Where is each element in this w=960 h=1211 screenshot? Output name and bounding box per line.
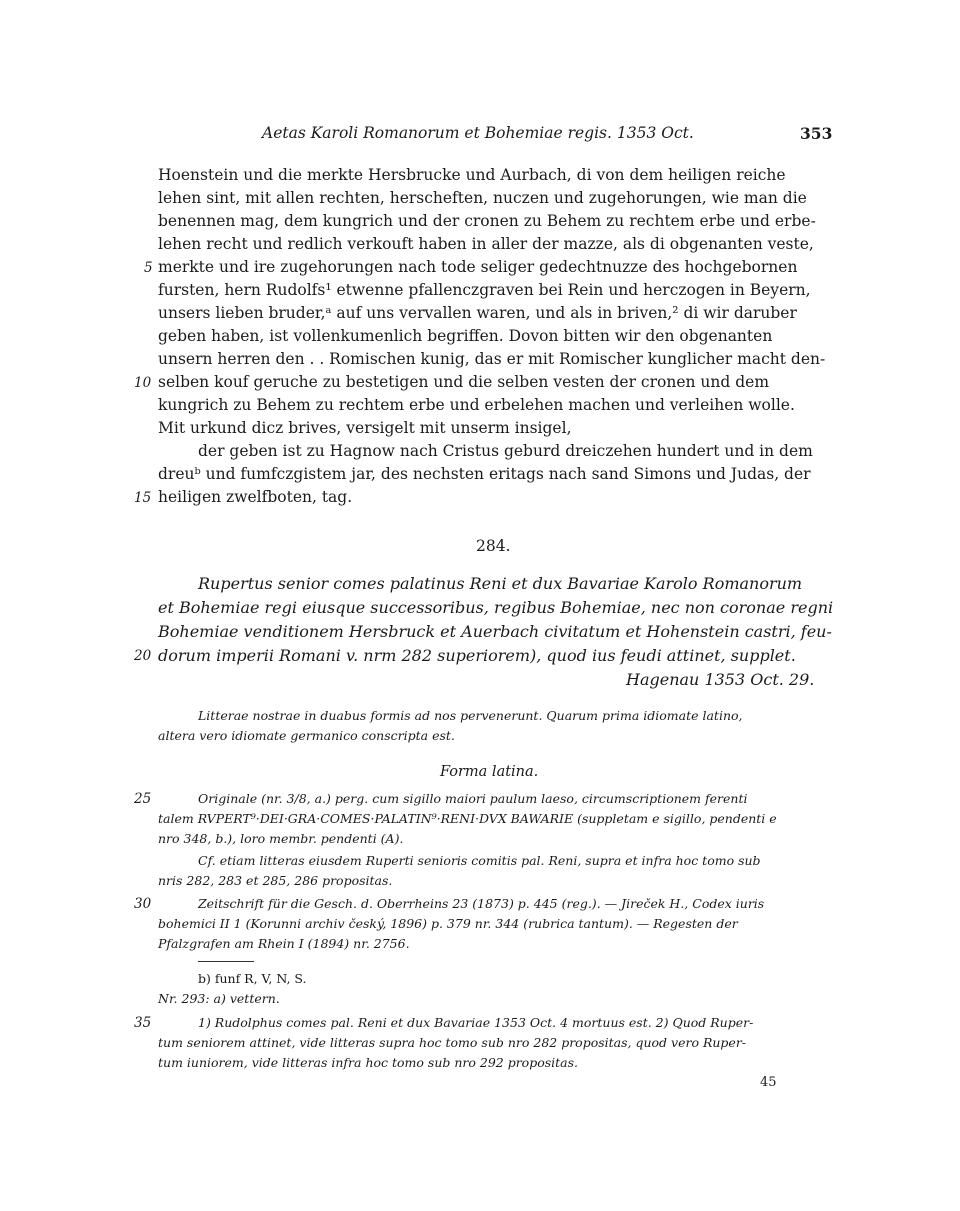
intro-line: altera vero idiomate germanico conscripta est.	[158, 728, 455, 743]
body-line: lehen recht und redlich verkouft haben in aller der mazze, als di obgenanten veste,	[158, 235, 814, 253]
source-line: Originale (nr. 3/8, a.) perg. cum sigillo maiori paulum laeso, circumscriptionem ferenti	[198, 791, 748, 806]
variant-note: Nr. 293: a) vettern.	[158, 991, 280, 1006]
line-number: 10	[134, 375, 152, 391]
body-line: fursten, hern Rudolfs¹ etwenne pfallenczgraven bei Rein und herczogen in Beyern,	[158, 281, 811, 299]
footnote-rule	[198, 961, 254, 962]
summary-line: et Bohemiae regi eiusque successoribus, regibus Bohemiae, nec non coronae regni	[158, 598, 834, 617]
document-number: 284.	[476, 537, 511, 555]
body-line: geben haben, ist vollenkumenlich begriffen. Dovon bitten wir den obgenanten	[158, 327, 773, 345]
body-line: kungrich zu Behem zu rechtem erbe und erbelehen machen und verleihen wolle.	[158, 396, 795, 414]
line-number: 30	[134, 896, 152, 912]
source-line: nris 282, 283 et 285, 286 propositas.	[158, 873, 393, 888]
body-line: heiligen zwelfboten, tag.	[158, 488, 353, 506]
source-line: Pfalzgrafen am Rhein I (1894) nr. 2756.	[158, 936, 410, 951]
variant-note: b) funf R, V, N, S.	[198, 971, 307, 986]
line-number: 20	[134, 648, 152, 664]
source-line: nro 348, b.), loro membr. pendenti (A).	[158, 831, 404, 846]
place-date: Hagenau 1353 Oct. 29.	[626, 670, 815, 689]
forma-heading: Forma latina.	[440, 764, 539, 780]
signature-mark: 45	[760, 1075, 777, 1090]
page-number: 353	[800, 124, 833, 143]
line-number: 15	[134, 490, 152, 506]
line-number: 5	[144, 260, 153, 276]
footnote-line: tum seniorem attinet, vide litteras supra hoc tomo sub nro 282 propositas, quod vero Ruper-	[158, 1035, 747, 1050]
body-line: selben kouf geruche zu bestetigen und die selben vesten der cronen und dem	[158, 373, 770, 391]
source-line: talem RVPERT⁹·DEI·GRA·COMES·PALATIN⁹·RENI·DVX BAWARIE (suppletam e sigillo, pendenti e	[158, 811, 777, 826]
line-number: 35	[134, 1015, 152, 1031]
footnote-line: 1) Rudolphus comes pal. Reni et dux Bavariae 1353 Oct. 4 mortuus est. 2) Quod Ruper-	[198, 1015, 754, 1030]
line-number: 25	[134, 791, 152, 807]
body-line: unsern herren den . . Romischen kunig, das er mit Romischer kunglicher macht den-	[158, 350, 826, 368]
summary-line: dorum imperii Romani v. nrm 282 superiorem), quod ius feudi attinet, supplet.	[158, 646, 796, 665]
intro-line: Litterae nostrae in duabus formis ad nos pervenerunt. Quarum prima idiomate latino,	[198, 708, 743, 723]
body-line: dreuᵇ und fumfczgistem jar, des nechsten eritags nach sand Simons und Judas, der	[158, 465, 811, 483]
source-line: bohemici II 1 (Korunni archiv český, 1896) p. 379 nr. 344 (rubrica tantum). — Regesten der	[158, 916, 738, 931]
summary-line: Rupertus senior comes palatinus Reni et dux Bavariae Karolo Romanorum	[198, 574, 803, 593]
running-header: Aetas Karoli Romanorum et Bohemiae regis. 1353 Oct.	[262, 124, 694, 142]
body-line: lehen sint, mit allen rechten, herscheften, nuczen und zugehorungen, wie man die	[158, 189, 807, 207]
source-line: Zeitschrift für die Gesch. d. Oberrheins 23 (1873) p. 445 (reg.). — Jireček H., Codex iuris	[198, 896, 765, 911]
body-line: merkte und ire zugehorungen nach tode seliger gedechtnuzze des hochgebornen	[158, 258, 798, 276]
body-line: benennen mag, dem kungrich und der cronen zu Behem zu rechtem erbe und erbe-	[158, 212, 816, 230]
body-line: unsers lieben bruder,ᵃ auf uns vervallen waren, und als in briven,² di wir daruber	[158, 304, 797, 322]
body-line: Hoenstein und die merkte Hersbrucke und Aurbach, di von dem heiligen reiche	[158, 166, 786, 184]
source-line: Cf. etiam litteras eiusdem Ruperti senioris comitis pal. Reni, supra et infra hoc tomo sub	[198, 853, 761, 868]
footnote-line: tum iuniorem, vide litteras infra hoc tomo sub nro 292 propositas.	[158, 1055, 579, 1070]
summary-line: Bohemiae venditionem Hersbruck et Auerbach civitatum et Hohenstein castri, feu-	[158, 622, 832, 641]
body-line: Mit urkund dicz brives, versigelt mit unserm insigel,	[158, 419, 572, 437]
body-line: der geben ist zu Hagnow nach Cristus geburd dreiczehen hundert und in dem	[198, 442, 813, 460]
